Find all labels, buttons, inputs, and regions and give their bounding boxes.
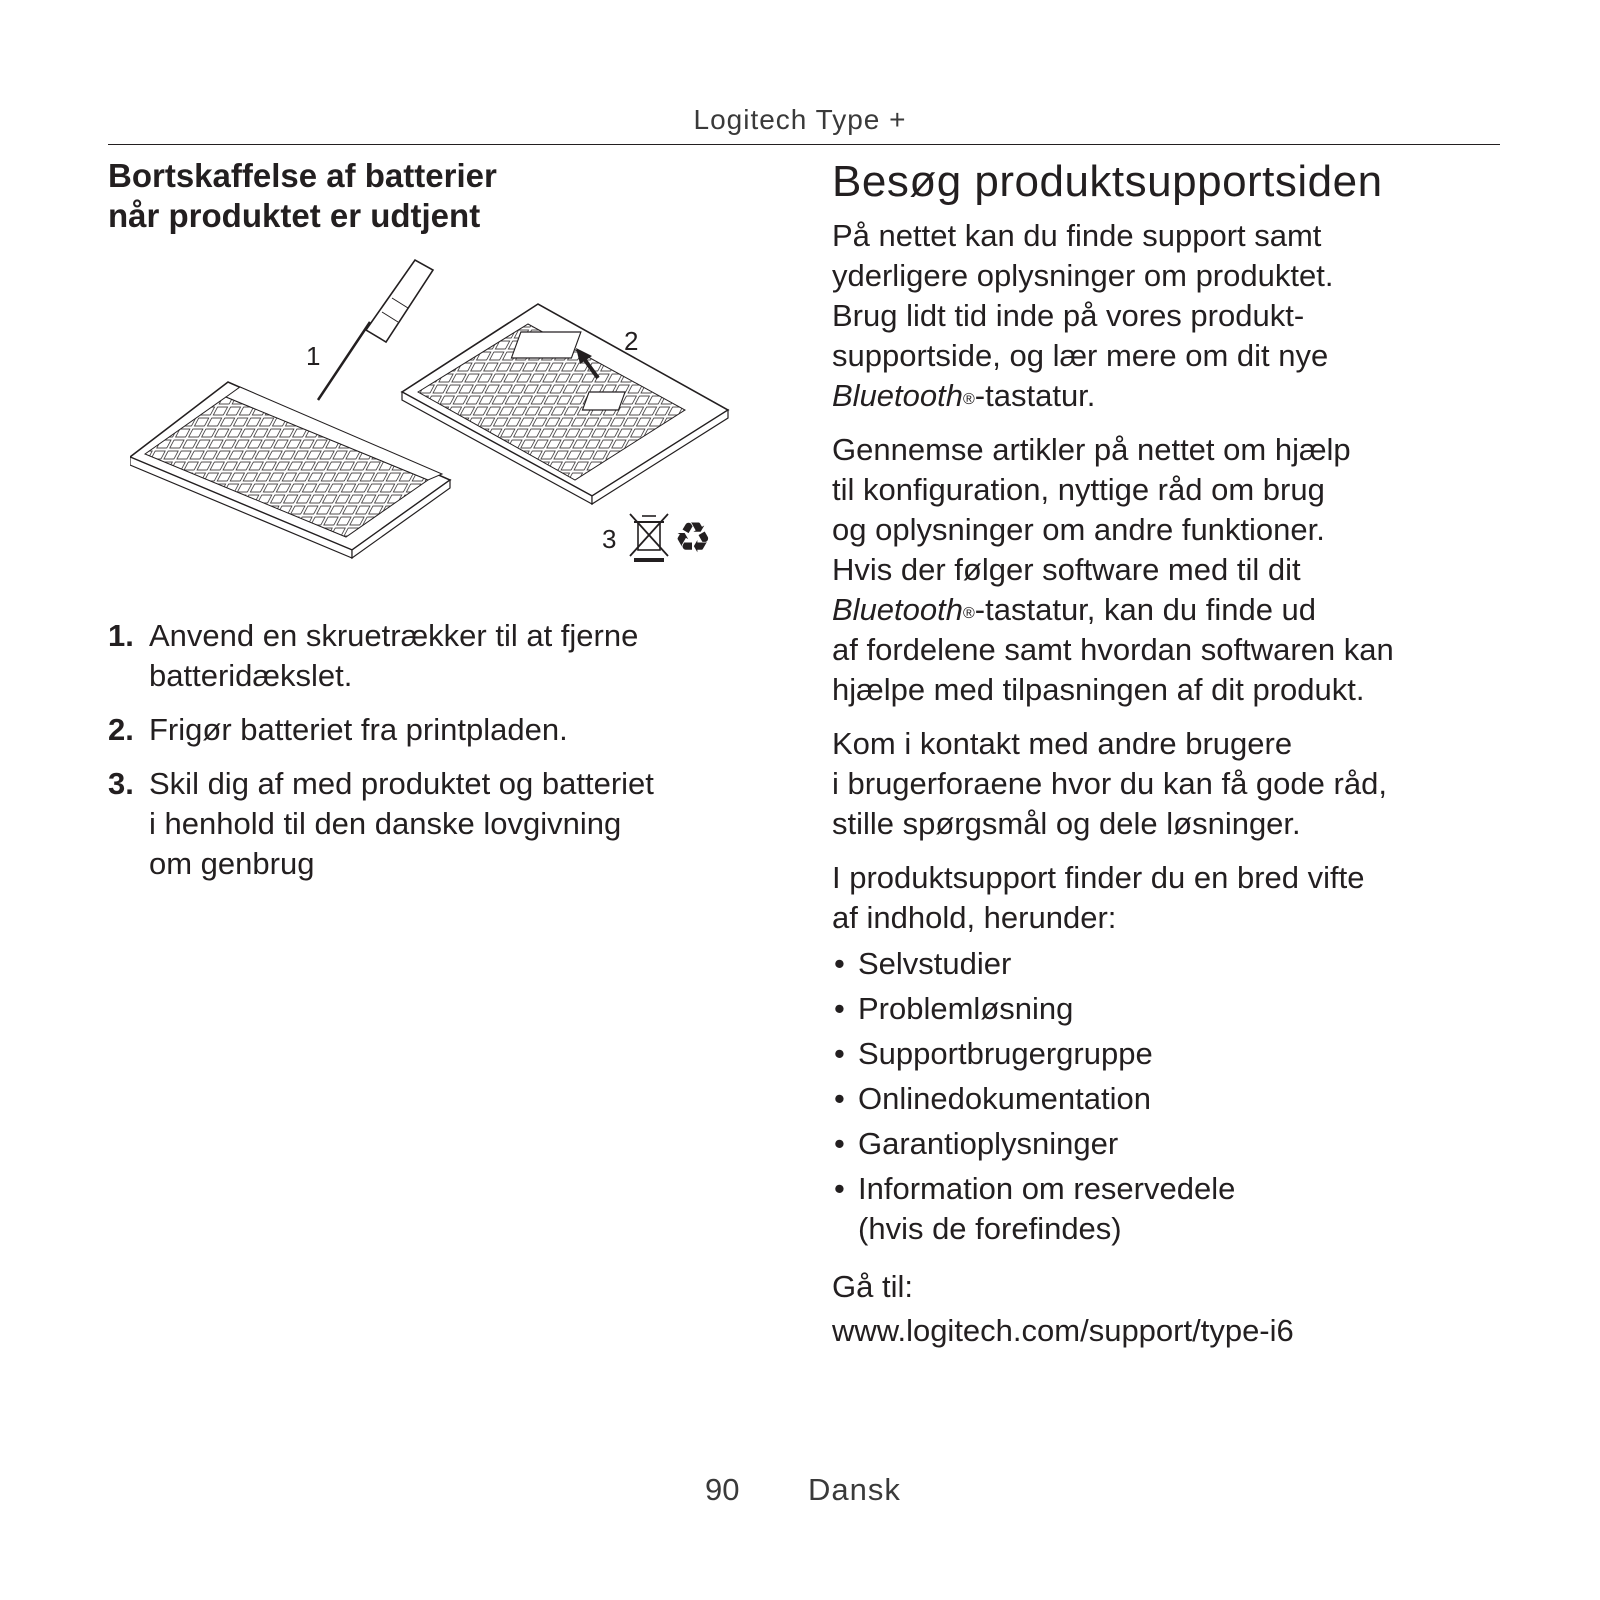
header-rule xyxy=(108,144,1500,145)
list-item xyxy=(108,616,748,696)
text-line: hjælpe med tilpasningen af dit produkt. xyxy=(832,672,1365,707)
resource-list xyxy=(832,944,1532,1249)
step-number: 2. xyxy=(108,712,134,747)
goto-block xyxy=(832,1265,1532,1353)
step-line: i henhold til den danske lovgivning xyxy=(149,806,622,841)
text-line: i brugerforaene hvor du kan få gode råd, xyxy=(832,766,1387,801)
step-line: Skil dig af med produktet og batteriet xyxy=(149,766,654,801)
brand-name: Bluetooth xyxy=(832,592,963,627)
step-number: 3. xyxy=(108,766,134,801)
page-title: Besøg produktsupportsiden xyxy=(832,157,1383,206)
registered-mark: ® xyxy=(963,605,975,622)
recycle-icon xyxy=(674,513,712,562)
text-line: Gennemse artikler på nettet om hjælp xyxy=(832,432,1351,467)
language-label: Dansk xyxy=(808,1472,901,1507)
heading-line: når produktet er udtjent xyxy=(108,197,481,234)
list-item xyxy=(832,989,1532,1029)
text-line xyxy=(832,376,1532,416)
step-line: Frigør batteriet fra printpladen. xyxy=(149,712,568,747)
list-item xyxy=(832,1034,1532,1074)
list-item xyxy=(108,710,748,750)
paragraph xyxy=(832,858,1532,938)
text-line: På nettet kan du finde support samt xyxy=(832,218,1322,253)
section-heading xyxy=(108,156,748,236)
step-line: om genbrug xyxy=(149,846,315,881)
text-line: af fordelene samt hvordan softwaren kan xyxy=(832,632,1394,667)
text-line xyxy=(832,590,1532,630)
text-line: Brug lidt tid inde på vores produkt- xyxy=(832,298,1305,333)
text-line: I produktsupport finder du en bred vifte xyxy=(832,860,1365,895)
support-section xyxy=(832,156,1532,1353)
paragraph xyxy=(832,430,1532,710)
callout-1: 1 xyxy=(306,341,321,371)
screwdriver-icon xyxy=(318,260,433,400)
goto-label: Gå til: xyxy=(832,1269,913,1304)
text-line: supportside, og lær mere om dit nye xyxy=(832,338,1329,373)
callout-3: 3 xyxy=(602,524,617,554)
paragraph xyxy=(832,724,1532,844)
list-item-label: • Information om reservedele xyxy=(858,1171,1236,1206)
step-line: batteridækslet. xyxy=(149,658,353,693)
list-item xyxy=(832,1079,1532,1119)
text-line: til konfiguration, nyttige råd om brug xyxy=(832,472,1325,507)
page-footer xyxy=(0,1472,1600,1512)
list-item-label: • Onlinedokumentation xyxy=(858,1081,1151,1116)
page-number: 90 xyxy=(705,1472,740,1507)
heading-line: Bortskaffelse af batterier xyxy=(108,157,497,194)
list-item-label: • Selvstudier xyxy=(858,946,1012,981)
list-item xyxy=(108,764,748,884)
steps-list xyxy=(108,616,748,898)
brand-name: Bluetooth xyxy=(832,378,963,413)
step-line: Anvend en skruetrækker til at fjerne xyxy=(149,618,639,653)
text-line: af indhold, herunder: xyxy=(832,900,1117,935)
list-item-label: • Garantioplysninger xyxy=(858,1126,1119,1161)
paragraph xyxy=(832,216,1532,416)
text-line: stille spørgsmål og dele løsninger. xyxy=(832,806,1301,841)
list-item-label: • Supportbrugergruppe xyxy=(858,1036,1153,1071)
text-line: Hvis der følger software med til dit xyxy=(832,552,1301,587)
text-fragment: -tastatur, kan du finde ud xyxy=(974,592,1317,627)
step-number: 1. xyxy=(108,618,134,653)
list-item-label: • Problemløsning xyxy=(858,991,1074,1026)
battery-removal-illustration xyxy=(130,252,750,582)
keyboard-icon xyxy=(402,304,728,504)
crossed-bin-icon xyxy=(630,514,668,562)
running-head: Logitech Type + xyxy=(693,104,907,135)
text-line: Kom i kontakt med andre brugere xyxy=(832,726,1293,761)
registered-mark: ® xyxy=(963,391,975,408)
callout-2: 2 xyxy=(624,326,639,356)
list-item xyxy=(832,1169,1532,1249)
text-line: og oplysninger om andre funktioner. xyxy=(832,512,1325,547)
list-item xyxy=(832,1124,1532,1164)
text-fragment: -tastatur. xyxy=(974,378,1096,413)
text-line: yderligere oplysninger om produktet. xyxy=(832,258,1334,293)
keyboard-icon xyxy=(130,382,450,558)
list-item xyxy=(832,944,1532,984)
support-url[interactable]: www.logitech.com/support/type-i6 xyxy=(832,1313,1294,1348)
list-item-label: (hvis de forefindes) xyxy=(858,1211,1122,1246)
svg-text:♻: ♻ xyxy=(674,513,712,562)
